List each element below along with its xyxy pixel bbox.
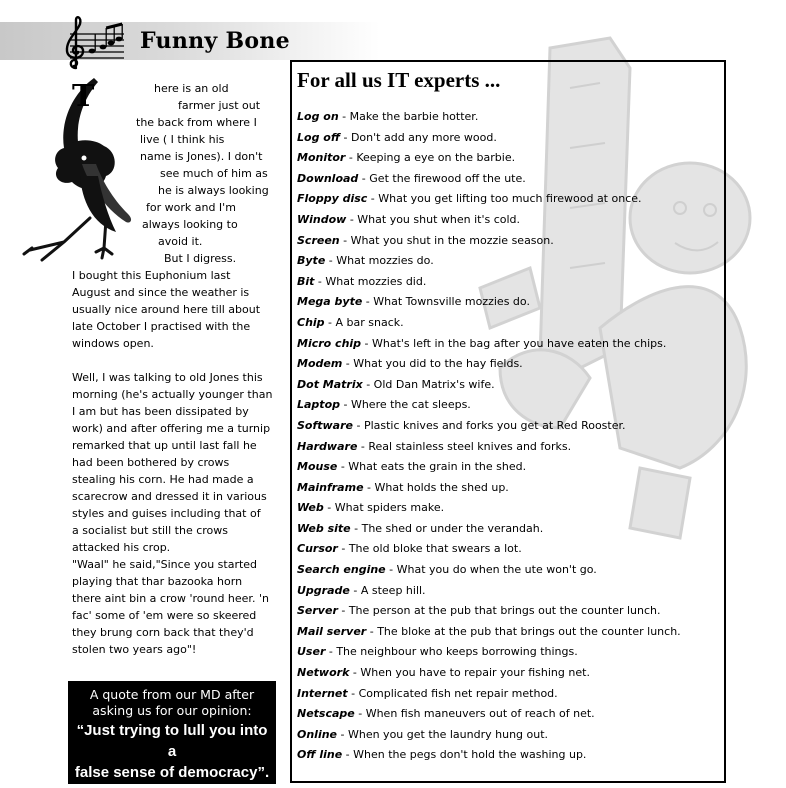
- jargon-definition: - The bloke at the pub that brings out the counter lunch.: [366, 624, 681, 638]
- jargon-title: For all us IT experts ...: [297, 68, 501, 92]
- jargon-definition: - What mozzies do.: [325, 254, 434, 268]
- page-title: Funny Bone: [140, 28, 290, 54]
- story-line: he is always looking: [158, 184, 269, 197]
- story-line: stolen two years ago"!: [72, 643, 197, 656]
- jargon-definition: - Don't add any more wood.: [340, 130, 497, 144]
- jargon-definition: - What Townsville mozzies do.: [362, 295, 530, 309]
- jargon-term: Hardware: [297, 439, 358, 453]
- story-line: late October I practised with the: [72, 320, 251, 333]
- story-line: here is an old: [154, 82, 229, 95]
- jargon-term: Network: [297, 666, 350, 680]
- story-line: playing that thar bazooka horn: [72, 575, 243, 588]
- list-item: [297, 292, 681, 313]
- jargon-definition: - Where the cat sleeps.: [340, 398, 471, 412]
- jargon-term: Mail server: [297, 624, 367, 638]
- jargon-definition: - When you get the laundry hung out.: [337, 727, 549, 741]
- jargon-definition: - When fish maneuvers out of reach of net.: [354, 707, 595, 721]
- list-item: [297, 251, 681, 272]
- list-item: [297, 622, 681, 643]
- story-line: Well, I was talking to old Jones this: [72, 371, 263, 384]
- story-line: always looking to: [142, 218, 238, 231]
- treble-clef-music-icon: [60, 14, 126, 70]
- jargon-term: Internet: [297, 686, 348, 700]
- jargon-definition: - Real stainless steel knives and forks.: [357, 439, 572, 453]
- list-item: [297, 437, 681, 458]
- list-item: [297, 210, 681, 231]
- jargon-definition: - What holds the shed up.: [363, 480, 509, 494]
- jargon-definition: - What mozzies did.: [314, 274, 427, 288]
- jargon-term: Laptop: [297, 398, 340, 412]
- story-line: there aint bin a crow 'round heer. 'n: [72, 592, 269, 605]
- jargon-definition: - What you did to the hay fields.: [342, 357, 523, 371]
- jargon-definition: - Keeping a eye on the barbie.: [345, 151, 516, 165]
- jargon-term: Web site: [297, 521, 351, 535]
- jargon-term: Mainframe: [297, 480, 364, 494]
- jargon-term: Web: [297, 501, 324, 515]
- drop-cap: T: [72, 79, 95, 114]
- jargon-term: Netscape: [297, 707, 355, 721]
- quote-text: false sense of democracy”.: [74, 764, 270, 781]
- jargon-term: Window: [297, 212, 347, 226]
- jargon-definition: - What spiders make.: [323, 501, 445, 515]
- jargon-term: Modem: [297, 357, 343, 371]
- story-line: scarecrow and dressed it in various: [72, 490, 267, 503]
- jargon-definition: - The shed or under the verandah.: [350, 521, 544, 535]
- story-line: live ( I think his: [140, 133, 225, 146]
- jargon-term: Mega byte: [297, 295, 363, 309]
- list-item: [297, 148, 681, 169]
- jargon-list: [297, 107, 681, 766]
- story-line: name is Jones). I don't: [140, 150, 263, 163]
- story-line: a socialist but still the crows: [72, 524, 229, 537]
- md-quote-box: [68, 681, 276, 784]
- jargon-term: Byte: [297, 254, 326, 268]
- story-line: morning (he's actually younger than: [72, 388, 273, 401]
- list-item: [297, 354, 681, 375]
- jargon-definition: - Complicated fish net repair method.: [347, 686, 558, 700]
- list-item: [297, 560, 681, 581]
- list-item: [297, 457, 681, 478]
- list-item: [297, 642, 681, 663]
- jargon-definition: - What eats the grain in the shed.: [337, 460, 527, 474]
- list-item: [297, 231, 681, 252]
- list-item: [297, 313, 681, 334]
- story-line: see much of him as: [160, 167, 268, 180]
- jargon-term: Log off: [297, 130, 340, 144]
- jargon-term: User: [297, 645, 326, 659]
- story-line: I bought this Euphonium last: [72, 269, 231, 282]
- story-line: for work and I'm: [146, 201, 236, 214]
- list-item: [297, 498, 681, 519]
- list-item: [297, 663, 681, 684]
- jargon-definition: - When you have to repair your fishing net.: [349, 666, 590, 680]
- jargon-term: Bit: [297, 274, 315, 288]
- story-line: the back from where I: [136, 116, 257, 129]
- story-line: August and since the weather is: [72, 286, 250, 299]
- quote-text: “Just trying to lull you into a: [76, 722, 268, 760]
- jargon-definition: - What you do when the ute won't go.: [385, 563, 597, 577]
- jargon-definition: - The neighbour who keeps borrowing things.: [325, 645, 578, 659]
- story-line: fac' some of 'em were so skeered: [72, 609, 257, 622]
- jargon-definition: - What you get lifting too much firewood at once.: [367, 192, 642, 206]
- story-line: I am but has been dissipated by: [72, 405, 249, 418]
- story-line: farmer just out: [178, 99, 261, 112]
- jargon-term: Server: [297, 604, 338, 618]
- jargon-definition: - A steep hill.: [349, 583, 426, 597]
- jargon-term: Chip: [297, 315, 325, 329]
- list-item: [297, 539, 681, 560]
- jargon-term: Search engine: [297, 563, 386, 577]
- jargon-term: Cursor: [297, 542, 338, 556]
- quote-intro: asking us for our opinion:: [92, 703, 252, 718]
- jargon-definition: - What's left in the bag after you have eaten the chips.: [361, 336, 667, 350]
- story-line: styles and guises including that of: [72, 507, 261, 520]
- jargon-term: Micro chip: [297, 336, 362, 350]
- list-item: [297, 478, 681, 499]
- jargon-term: Dot Matrix: [297, 377, 363, 391]
- list-item: [297, 581, 681, 602]
- jargon-term: Download: [297, 171, 359, 185]
- jargon-definition: - The old bloke that swears a lot.: [337, 542, 522, 556]
- list-item: [297, 395, 681, 416]
- list-item: [297, 375, 681, 396]
- story-line: avoid it.: [158, 235, 203, 248]
- story-line: had been bothered by crows: [72, 456, 230, 469]
- jargon-term: Log on: [297, 110, 339, 123]
- story-line: But I digress.: [164, 252, 237, 265]
- story-line: stealing his corn. He had made a: [72, 473, 254, 486]
- jargon-definition: - Plastic knives and forks you get at Red Rooster.: [353, 418, 626, 432]
- list-item: [297, 684, 681, 705]
- list-item: [297, 416, 681, 437]
- list-item: [297, 128, 681, 149]
- list-item: [297, 704, 681, 725]
- story-line: work) and after offering me a turnip: [72, 422, 271, 435]
- list-item: [297, 189, 681, 210]
- jargon-definition: - What you shut in the mozzie season.: [339, 233, 554, 247]
- jargon-definition: - Old Dan Matrix's wife.: [362, 377, 495, 391]
- story-article: [72, 80, 280, 658]
- list-item: [297, 745, 681, 766]
- jargon-term: Off line: [297, 748, 343, 762]
- jargon-definition: - Get the firewood off the ute.: [358, 171, 526, 185]
- jargon-definition: - Make the barbie hotter.: [338, 110, 479, 123]
- jargon-term: Screen: [297, 233, 340, 247]
- jargon-term: Monitor: [297, 151, 346, 165]
- jargon-definition: - The person at the pub that brings out the counter lunch.: [337, 604, 661, 618]
- jargon-term: Software: [297, 418, 353, 432]
- list-item: [297, 601, 681, 622]
- list-item: [297, 107, 681, 128]
- story-line: they brung corn back that they'd: [72, 626, 254, 639]
- jargon-definition: - When the pegs don't hold the washing up.: [342, 748, 587, 762]
- story-line: "Waal" he said,"Since you started: [72, 558, 258, 571]
- story-line: attacked his crop.: [72, 541, 171, 554]
- quote-intro: A quote from our MD after: [89, 687, 255, 702]
- jargon-term: Mouse: [297, 460, 338, 474]
- jargon-term: Floppy disc: [297, 192, 368, 206]
- jargon-definition: - What you shut when it's cold.: [346, 212, 521, 226]
- jargon-definition: - A bar snack.: [324, 315, 404, 329]
- list-item: [297, 519, 681, 540]
- story-line: windows open.: [72, 337, 154, 350]
- list-item: [297, 725, 681, 746]
- story-line: remarked that up until last fall he: [72, 439, 257, 452]
- list-item: [297, 334, 681, 355]
- jargon-term: Upgrade: [297, 583, 350, 597]
- list-item: [297, 169, 681, 190]
- jargon-term: Online: [297, 727, 338, 741]
- story-line: usually nice around here till about: [72, 303, 261, 316]
- list-item: [297, 272, 681, 293]
